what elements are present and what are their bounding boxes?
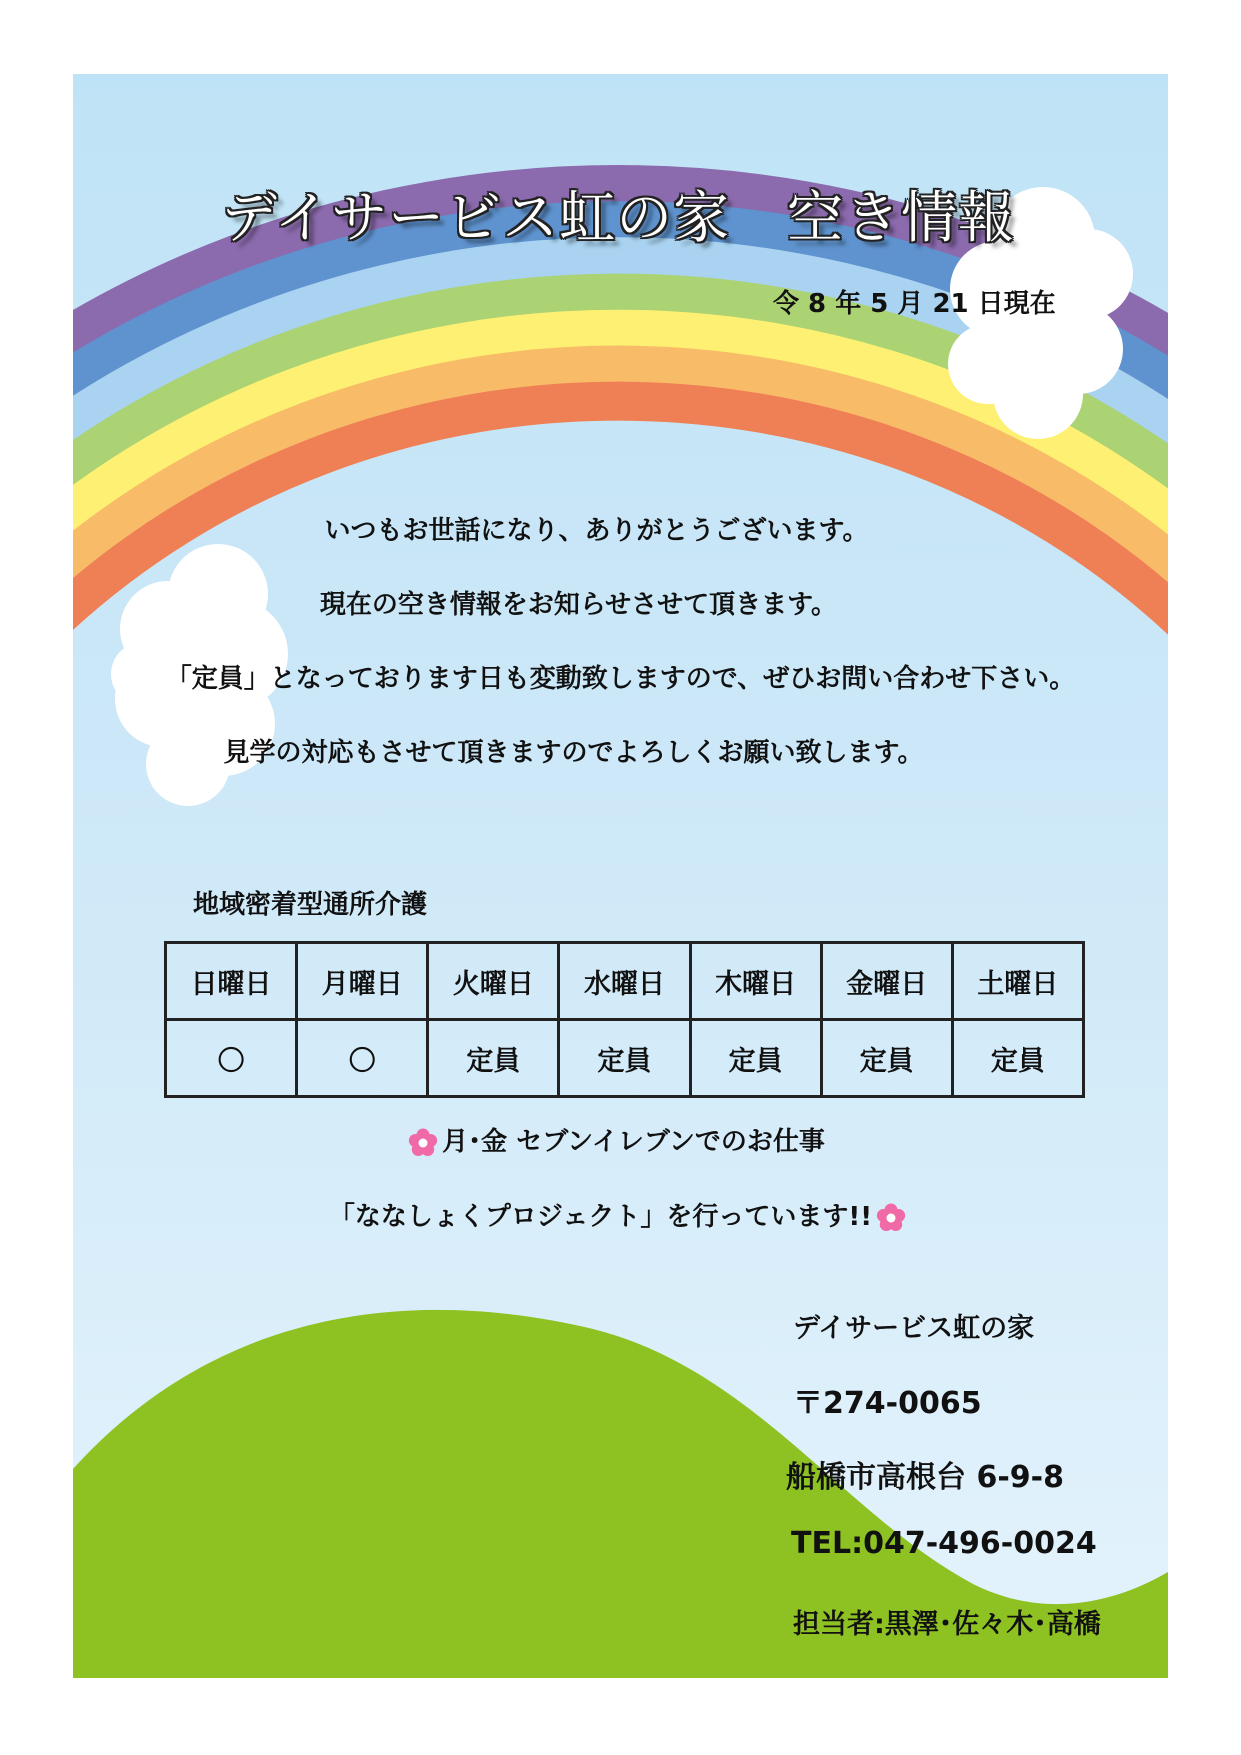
day-header-fri: 金曜日 xyxy=(821,943,952,1020)
status-mon: 〇 xyxy=(297,1020,428,1097)
day-header-sun: 日曜日 xyxy=(166,943,297,1020)
message-line: 現在の空き情報をお知らせさせて頂きます。 xyxy=(319,590,838,620)
flower-icon xyxy=(408,1128,438,1158)
project-note-text: 月･金 セブンイレブンでのお仕事 xyxy=(442,1127,825,1157)
status-thu: 定員 xyxy=(690,1020,821,1097)
message-line: 見学の対応もさせて頂きますのでよろしくお願い致します。 xyxy=(223,738,924,768)
table-header-row xyxy=(166,943,1084,1020)
project-note-line2 xyxy=(73,1196,1167,1233)
status-sat: 定員 xyxy=(952,1020,1083,1097)
service-label: 地域密着型通所介護 xyxy=(193,890,428,920)
day-header-mon: 月曜日 xyxy=(297,943,428,1020)
flower-icon xyxy=(876,1203,906,1233)
project-note-line1 xyxy=(73,1121,1162,1158)
availability-table xyxy=(164,941,1085,1098)
table-status-row xyxy=(166,1020,1084,1097)
status-wed: 定員 xyxy=(559,1020,690,1097)
contact-name: デイサービス虹の家 xyxy=(793,1313,1035,1344)
status-fri: 定員 xyxy=(821,1020,952,1097)
message-line: 「定員」となっております日も変動致しますので、ぜひお問い合わせ下さい。 xyxy=(165,664,1076,694)
day-header-tue: 火曜日 xyxy=(428,943,559,1020)
contact-staff: 担当者:黒澤･佐々木･高橋 xyxy=(793,1609,1101,1640)
contact-zip: 〒274-0065 xyxy=(793,1386,982,1421)
message-line: いつもお世話になり、ありがとうございます。 xyxy=(324,516,869,546)
day-header-thu: 木曜日 xyxy=(690,943,821,1020)
as-of-date: 令 8 年 5 月 21 日現在 xyxy=(773,289,1056,319)
project-note-text: 「ななしょくプロジェクト」を行っています!! xyxy=(328,1202,873,1232)
status-tue: 定員 xyxy=(428,1020,559,1097)
day-header-sat: 土曜日 xyxy=(952,943,1083,1020)
contact-tel: TEL:047-496-0024 xyxy=(791,1526,1097,1561)
status-sun: 〇 xyxy=(166,1020,297,1097)
poster xyxy=(73,74,1168,1678)
page-title: デイサービス虹の家 空き情報 xyxy=(221,186,1016,251)
day-header-wed: 水曜日 xyxy=(559,943,690,1020)
contact-address: 船橋市高根台 6-9-8 xyxy=(786,1460,1064,1495)
